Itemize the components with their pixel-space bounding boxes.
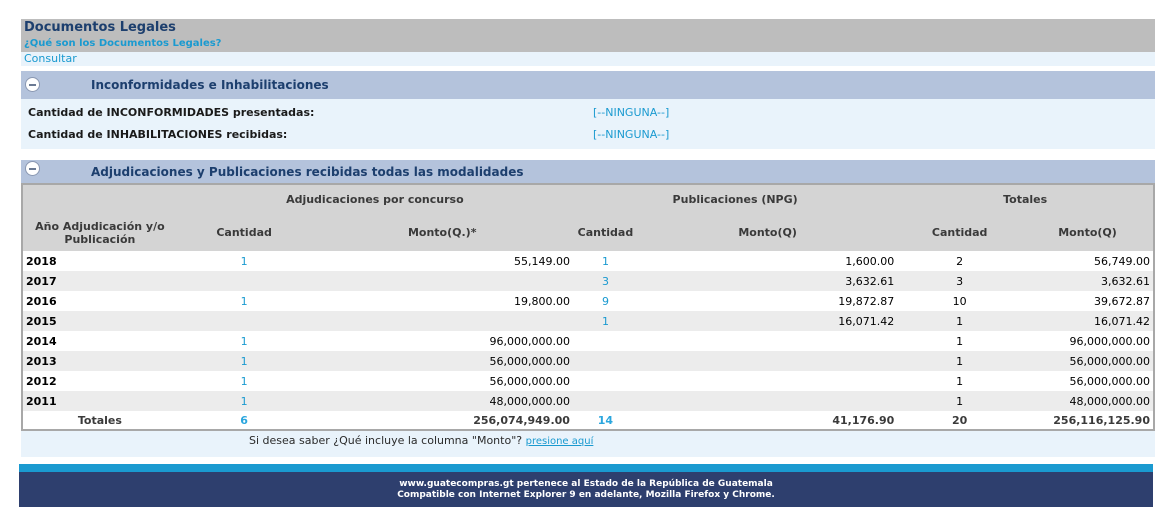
table-row bbox=[22, 391, 1154, 411]
inconformidades-label: Cantidad de INCONFORMIDADES presentadas: bbox=[28, 106, 315, 119]
pub-monto-cell: 3,632.61 bbox=[638, 271, 897, 291]
footer-line-1: www.guatecompras.gt pertenece al Estado de la República de Guatemala bbox=[399, 479, 773, 489]
collapse-icon[interactable] bbox=[25, 77, 40, 92]
adj-monto-cell bbox=[311, 271, 572, 291]
adj-cantidad-cell[interactable]: 1 bbox=[177, 331, 312, 351]
table-row bbox=[22, 311, 1154, 331]
pub-cantidad-cell[interactable]: 3 bbox=[573, 271, 638, 291]
monto-note-text: Si desea saber ¿Qué incluye la columna "Monto"? bbox=[249, 434, 523, 447]
total-cantidad-cell: 1 bbox=[897, 311, 1022, 331]
column-header-row bbox=[22, 214, 1154, 251]
section-header-inconformidades[interactable] bbox=[21, 71, 1155, 99]
totals-label: Totales bbox=[22, 411, 177, 430]
year-cell: 2016 bbox=[22, 291, 177, 311]
pub-cantidad-cell[interactable]: 1 bbox=[573, 311, 638, 331]
pub-cantidad-cell[interactable]: 1 bbox=[573, 251, 638, 271]
total-monto-cell: 39,672.87 bbox=[1022, 291, 1154, 311]
inconformidades-row bbox=[21, 101, 1155, 123]
adj-monto-cell: 55,149.00 bbox=[311, 251, 572, 271]
group-header-adjudicaciones: Adjudicaciones por concurso bbox=[177, 184, 573, 214]
what-are-legal-documents-link[interactable]: ¿Qué son los Documentos Legales? bbox=[24, 38, 222, 49]
col-header-cantidad: Cantidad bbox=[177, 214, 312, 251]
year-cell: 2017 bbox=[22, 271, 177, 291]
section-title-adjudicaciones: Adjudicaciones y Publicaciones recibidas todas las modalidades bbox=[91, 165, 524, 179]
total-monto-cell: 3,632.61 bbox=[1022, 271, 1154, 291]
collapse-icon[interactable] bbox=[25, 161, 40, 176]
adj-monto-cell bbox=[311, 311, 572, 331]
year-cell: 2012 bbox=[22, 371, 177, 391]
year-cell: 2011 bbox=[22, 391, 177, 411]
adjudicaciones-table bbox=[21, 183, 1155, 431]
page-header bbox=[21, 19, 1155, 52]
group-header-publicaciones: Publicaciones (NPG) bbox=[573, 184, 897, 214]
adj-cantidad-cell[interactable]: 1 bbox=[177, 371, 312, 391]
total-monto-cell: 56,749.00 bbox=[1022, 251, 1154, 271]
pub-monto-cell: 16,071.42 bbox=[638, 311, 897, 331]
total-monto-cell: 48,000,000.00 bbox=[1022, 391, 1154, 411]
year-cell: 2013 bbox=[22, 351, 177, 371]
consult-bar bbox=[21, 52, 1155, 66]
footer-accent-bar bbox=[19, 464, 1153, 472]
adj-cantidad-cell bbox=[177, 271, 312, 291]
total-monto-cell: 16,071.42 bbox=[1022, 311, 1154, 331]
col-header-cantidad: Cantidad bbox=[573, 214, 638, 251]
inhabilitaciones-label: Cantidad de INHABILITACIONES recibidas: bbox=[28, 128, 288, 141]
footer-line-2: Compatible con Internet Explorer 9 en adelante, Mozilla Firefox y Chrome. bbox=[397, 490, 775, 500]
totals-pub-monto: 41,176.90 bbox=[638, 411, 897, 430]
pub-monto-cell: 1,600.00 bbox=[638, 251, 897, 271]
pub-cantidad-cell bbox=[573, 391, 638, 411]
table-row bbox=[22, 251, 1154, 271]
inconformidades-body bbox=[21, 99, 1155, 149]
totals-pub-cantidad[interactable]: 14 bbox=[573, 411, 638, 430]
group-header-totales: Totales bbox=[897, 184, 1154, 214]
total-monto-cell: 96,000,000.00 bbox=[1022, 331, 1154, 351]
table-row bbox=[22, 371, 1154, 391]
group-header-empty bbox=[22, 184, 177, 214]
footer bbox=[19, 472, 1153, 507]
inhabilitaciones-value[interactable]: [--NINGUNA--] bbox=[593, 128, 670, 141]
totals-adj-cantidad[interactable]: 6 bbox=[177, 411, 312, 430]
table-row bbox=[22, 351, 1154, 371]
inconformidades-value[interactable]: [--NINGUNA--] bbox=[593, 106, 670, 119]
col-header-monto: Monto(Q) bbox=[638, 214, 897, 251]
total-monto-cell: 56,000,000.00 bbox=[1022, 351, 1154, 371]
adj-monto-cell: 56,000,000.00 bbox=[311, 351, 572, 371]
table-row bbox=[22, 271, 1154, 291]
total-cantidad-cell: 1 bbox=[897, 371, 1022, 391]
adj-monto-cell: 19,800.00 bbox=[311, 291, 572, 311]
inhabilitaciones-row bbox=[21, 123, 1155, 145]
totals-adj-monto: 256,074,949.00 bbox=[311, 411, 572, 430]
adj-cantidad-cell[interactable]: 1 bbox=[177, 351, 312, 371]
total-cantidad-cell: 1 bbox=[897, 331, 1022, 351]
total-monto-cell: 56,000,000.00 bbox=[1022, 371, 1154, 391]
totals-cantidad: 20 bbox=[897, 411, 1022, 430]
col-header-year: Año Adjudicación y/o Publicación bbox=[22, 214, 177, 251]
group-header-row bbox=[22, 184, 1154, 214]
col-header-monto: Monto(Q.)* bbox=[311, 214, 572, 251]
adj-monto-cell: 56,000,000.00 bbox=[311, 371, 572, 391]
page-title: Documentos Legales bbox=[24, 20, 176, 35]
table-row bbox=[22, 291, 1154, 311]
total-cantidad-cell: 3 bbox=[897, 271, 1022, 291]
pub-cantidad-cell bbox=[573, 331, 638, 351]
pub-cantidad-cell bbox=[573, 371, 638, 391]
total-cantidad-cell: 1 bbox=[897, 391, 1022, 411]
total-cantidad-cell: 10 bbox=[897, 291, 1022, 311]
pub-cantidad-cell[interactable]: 9 bbox=[573, 291, 638, 311]
pub-monto-cell: 19,872.87 bbox=[638, 291, 897, 311]
pub-monto-cell bbox=[638, 391, 897, 411]
consult-link[interactable]: Consultar bbox=[24, 52, 77, 65]
total-cantidad-cell: 1 bbox=[897, 351, 1022, 371]
adj-cantidad-cell[interactable]: 1 bbox=[177, 251, 312, 271]
totals-row bbox=[22, 411, 1154, 430]
pub-monto-cell bbox=[638, 331, 897, 351]
press-here-link[interactable]: presione aquí bbox=[525, 436, 594, 447]
monto-note bbox=[21, 431, 1155, 457]
adj-cantidad-cell bbox=[177, 311, 312, 331]
section-header-adjudicaciones[interactable] bbox=[21, 160, 1155, 183]
table-row bbox=[22, 331, 1154, 351]
total-cantidad-cell: 2 bbox=[897, 251, 1022, 271]
section-title-inconformidades: Inconformidades e Inhabilitaciones bbox=[91, 78, 329, 92]
adj-cantidad-cell[interactable]: 1 bbox=[177, 291, 312, 311]
year-cell: 2014 bbox=[22, 331, 177, 351]
adj-cantidad-cell[interactable]: 1 bbox=[177, 391, 312, 411]
pub-monto-cell bbox=[638, 371, 897, 391]
adj-monto-cell: 96,000,000.00 bbox=[311, 331, 572, 351]
totals-monto: 256,116,125.90 bbox=[1022, 411, 1154, 430]
year-cell: 2015 bbox=[22, 311, 177, 331]
col-header-cantidad: Cantidad bbox=[897, 214, 1022, 251]
pub-cantidad-cell bbox=[573, 351, 638, 371]
col-header-monto: Monto(Q) bbox=[1022, 214, 1154, 251]
pub-monto-cell bbox=[638, 351, 897, 371]
adj-monto-cell: 48,000,000.00 bbox=[311, 391, 572, 411]
year-cell: 2018 bbox=[22, 251, 177, 271]
